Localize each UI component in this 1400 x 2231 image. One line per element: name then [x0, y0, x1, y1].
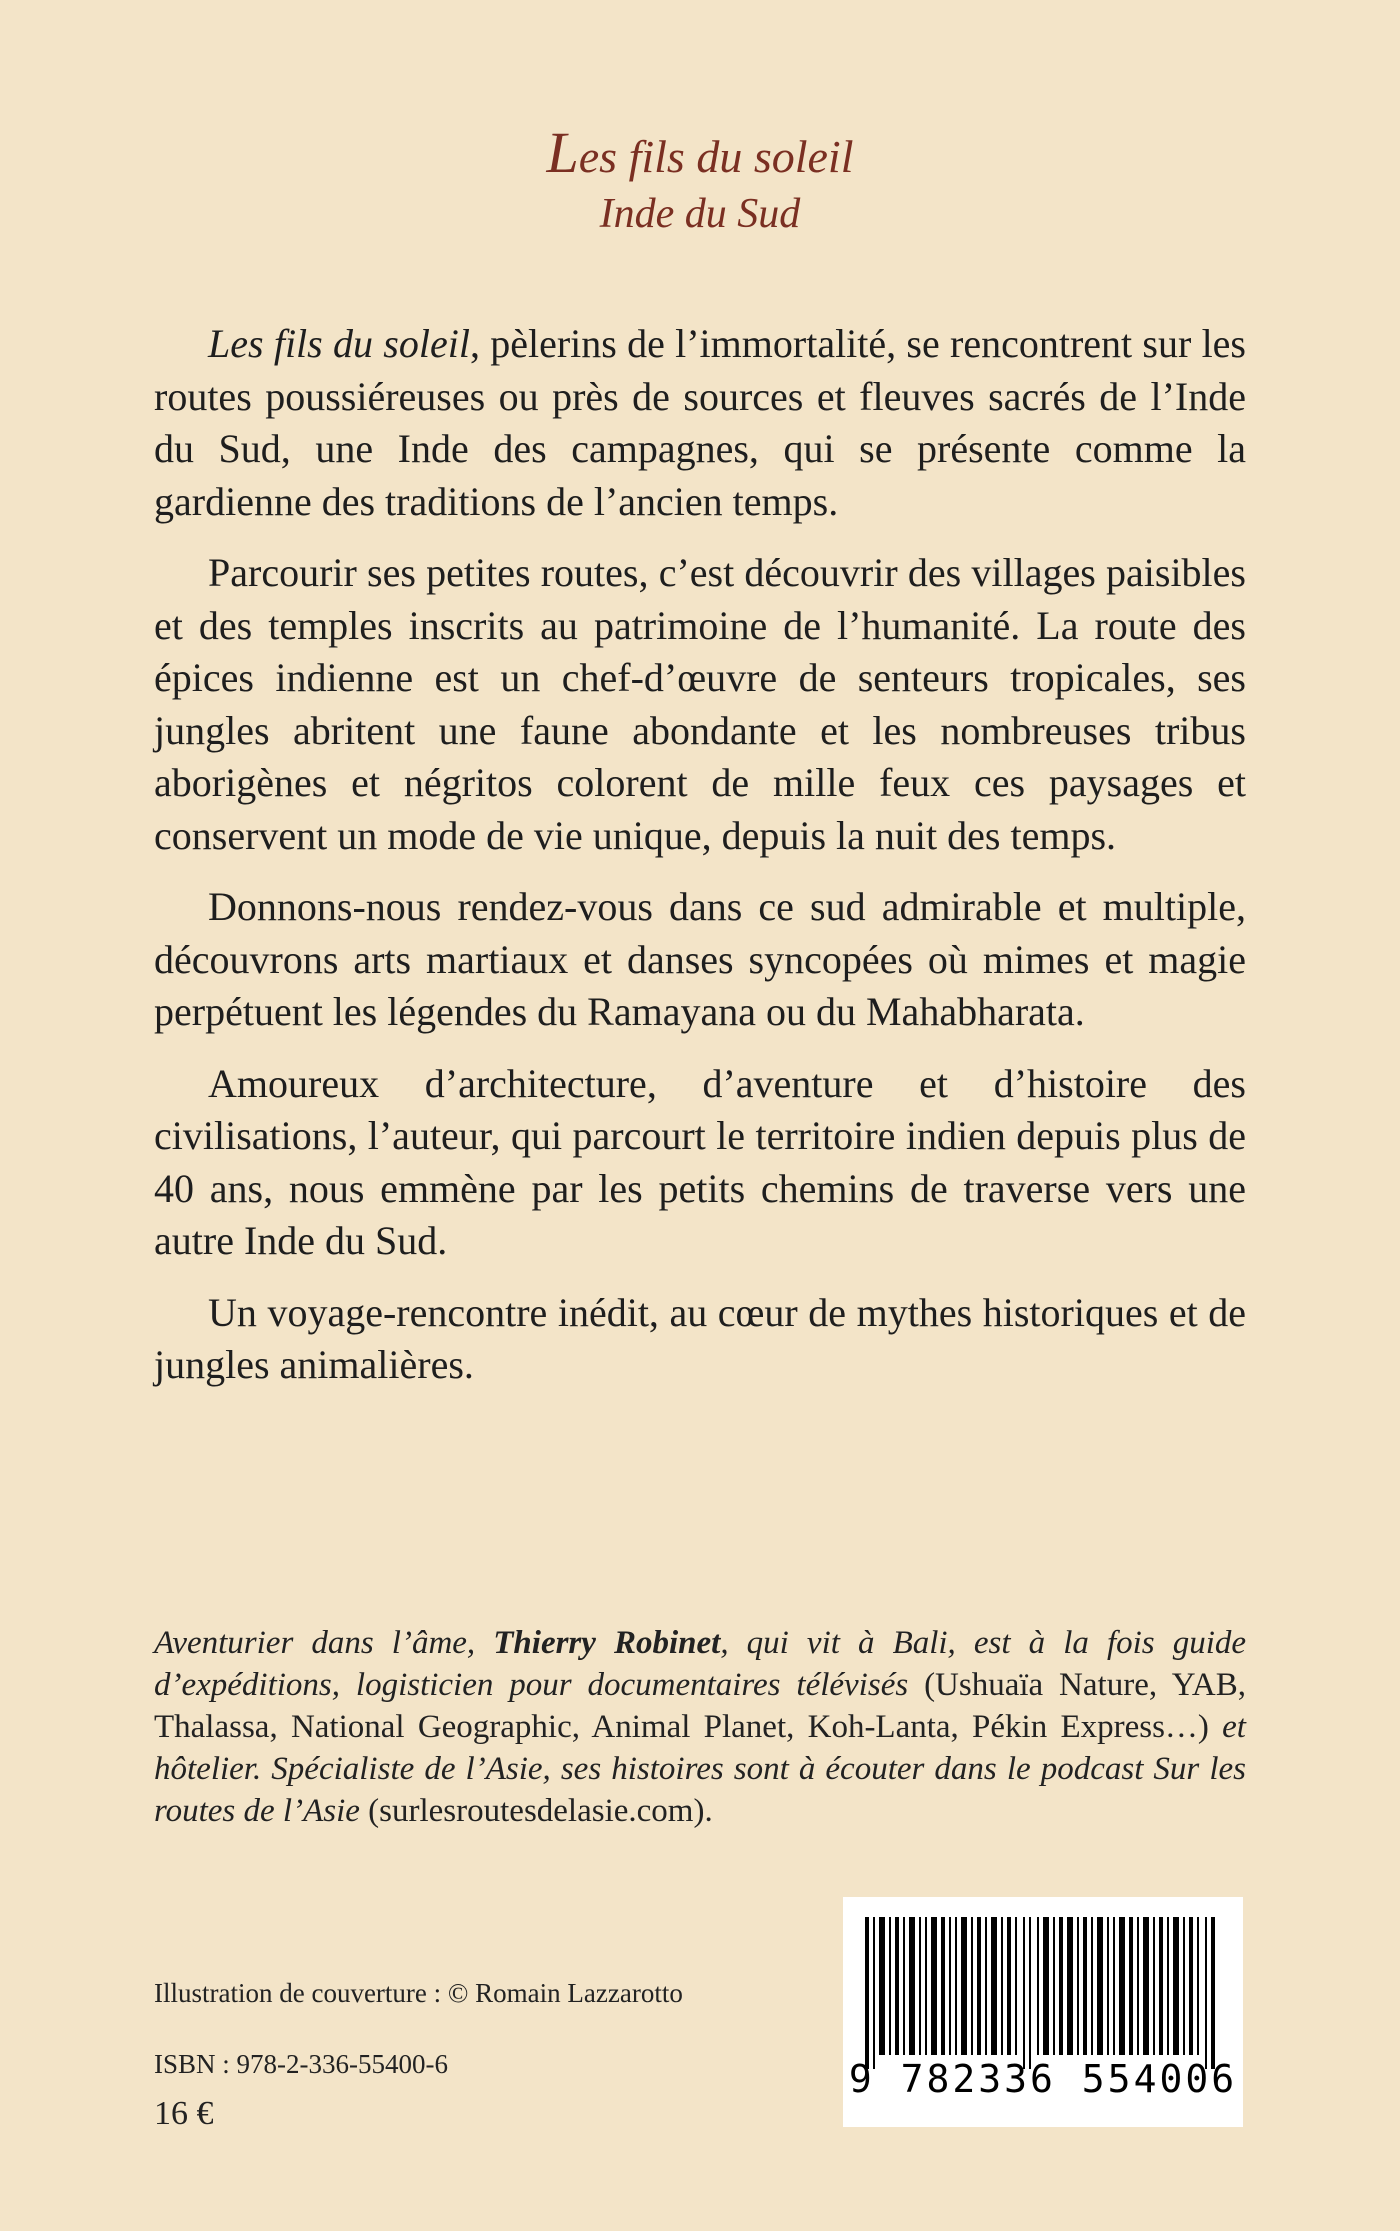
barcode	[843, 1897, 1243, 2127]
price: 16 €	[154, 2095, 214, 2132]
book-title	[0, 118, 1400, 192]
bio-text-3: (Ushuaïa Nature, YAB, Thalassa, National Geographic, Animal Planet, Koh-Lanta, Pékin Express…)	[154, 1667, 1247, 1745]
bio-website: (surlesroutesdelasie.com)	[368, 1793, 705, 1829]
barcode-digits: 9 782336 554006	[848, 2057, 1238, 2101]
title-rest: es fils du soleil	[578, 131, 854, 182]
blurb-italic-title: Les fils du soleil	[208, 321, 470, 366]
blurb-paragraph-2: Parcourir ses petites routes, c’est découvrir des villages paisibles et des temples inscrits au patrimoine de l’humanité. La route des épices indienne est un chef-d’œuvre de senteurs tropicales, ses jungles abritent une faune abondante et les nombreuses tribus aborigènes et négritos colorent de mille feux ces paysages et conservent un mode de vie unique, depuis la nuit des temps.	[154, 550, 1246, 858]
book-subtitle: Inde du Sud	[599, 191, 801, 237]
bio-text-2: , qui vit à Bali, est à la fois guide d’expéditions, logisticien pour documentaires télévisés	[154, 1625, 1247, 1703]
blurb-paragraph-3: Donnons-nous rendez-vous dans ce sud admirable et multiple, découvrons arts martiaux et danses syncopées où mimes et magie perpétuent les légendes du Ramayana ou du Mahabharata.	[154, 884, 1246, 1034]
bio-text-6: .	[704, 1793, 713, 1829]
blurb-paragraph-5: Un voyage-rencontre inédit, au cœur de mythes historiques et de jungles animalières.	[154, 1289, 1246, 1387]
title-initial: L	[546, 120, 579, 185]
blurb-paragraph-4: Amoureux d’architecture, d’aventure et d’histoire des civilisations, l’auteur, qui parcourt le territoire indien depuis plus de 40 ans, nous emmène par les petits chemins de traverse vers une autre Inde du Sud.	[154, 1060, 1246, 1263]
illustration-credit: Illustration de couverture : © Romain Lazzarotto	[154, 1978, 683, 2008]
author-name: Thierry Robinet	[493, 1625, 721, 1661]
blurb-paragraph-1	[154, 318, 1246, 528]
author-bio	[154, 1622, 1246, 1832]
bio-text-4: et hôtelier. Spécialiste de l’Asie, ses histoires sont à écouter dans le podcast Sur les routes de l’Asie	[154, 1709, 1246, 1829]
isbn: ISBN : 978-2-336-55400-6	[154, 2049, 448, 2079]
bio-text-1: Aventurier dans l’âme,	[154, 1625, 494, 1661]
blurb	[154, 318, 1246, 1411]
blurb-p1-text: , pèlerins de l’immortalité, se rencontrent sur les routes poussiéreuses ou près de sources et fleuves sacrés de l’Inde du Sud, une Inde des campagnes, qui se présente comme la gardienne des traditions de l’ancien temps.	[154, 321, 1246, 524]
